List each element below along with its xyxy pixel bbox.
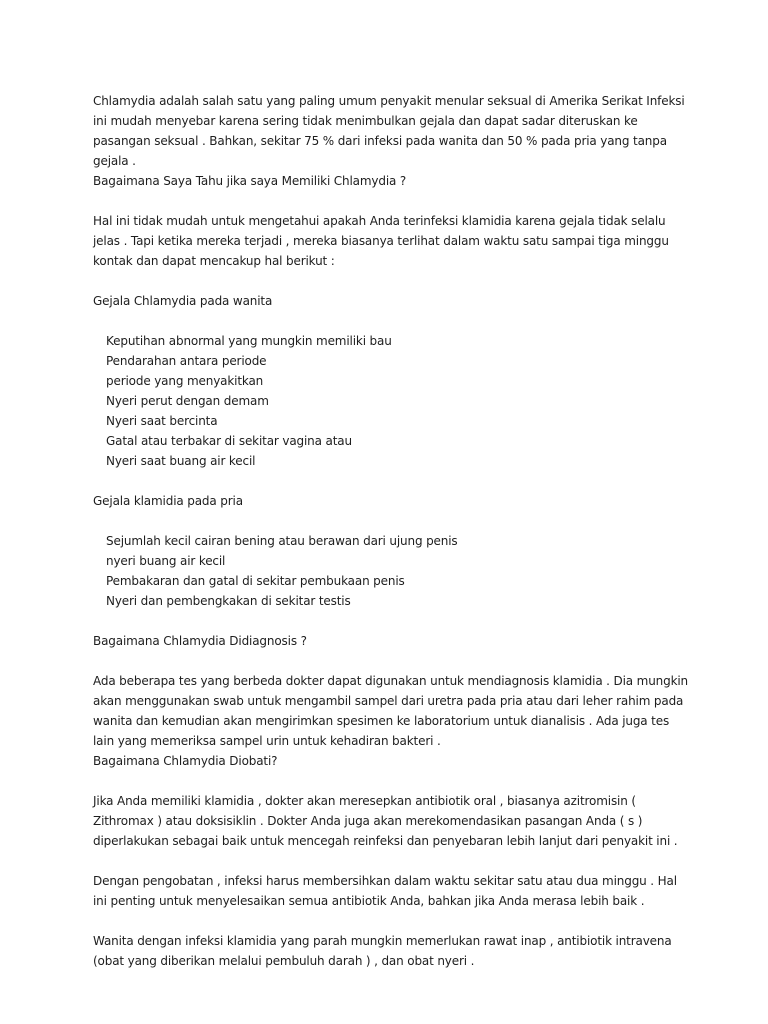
heading-women-symptoms: Gejala Chlamydia pada wanita — [93, 294, 273, 308]
heading-how-know: Bagaimana Saya Tahu jika saya Memiliki Chlamydia ? — [93, 174, 407, 188]
paragraph-treatment-line: Zithromax ) atau doksisiklin . Dokter Anda juga akan merekomendasikan pasangan Anda ( s ) — [93, 814, 643, 828]
men-symptom-item: Nyeri dan pembengkakan di sekitar testis — [106, 594, 351, 608]
paragraph-diagnosis-line: akan menggunakan swab untuk mengambil sampel dari uretra pada pria atau dari leher rahim pada — [93, 694, 684, 708]
heading-diagnosis: Bagaimana Chlamydia Didiagnosis ? — [93, 634, 307, 648]
women-symptom-item: Pendarahan antara periode — [106, 354, 267, 368]
men-symptom-item: Pembakaran dan gatal di sekitar pembukaan penis — [106, 574, 405, 588]
paragraph-intro-line: ini mudah menyebar karena sering tidak menimbulkan gejala dan dapat sadar diteruskan ke — [93, 114, 638, 128]
paragraph-symptoms-line: Hal ini tidak mudah untuk mengetahui apakah Anda terinfeksi klamidia karena gejala tidak selalu — [93, 214, 666, 228]
paragraph-severe-line: Wanita dengan infeksi klamidia yang parah mungkin memerlukan rawat inap , antibiotik intravena — [93, 934, 672, 948]
heading-men-symptoms: Gejala klamidia pada pria — [93, 494, 243, 508]
paragraph-severe-line: (obat yang diberikan melalui pembuluh darah ) , dan obat nyeri . — [93, 954, 475, 968]
paragraph-intro-line: gejala . — [93, 154, 136, 168]
paragraph-intro-line: Chlamydia adalah salah satu yang paling umum penyakit menular seksual di Amerika Serikat Infeksi — [93, 94, 685, 108]
paragraph-symptoms-line: jelas . Tapi ketika mereka terjadi , mereka biasanya terlihat dalam waktu satu sampai tiga minggu — [93, 234, 669, 248]
paragraph-healing-line: ini penting untuk menyelesaikan semua antibiotik Anda, bahkan jika Anda merasa lebih baik . — [93, 894, 645, 908]
paragraph-treatment-line: Jika Anda memiliki klamidia , dokter akan meresepkan antibiotik oral , biasanya azitromisin ( — [93, 794, 636, 808]
women-symptom-item: Nyeri perut dengan demam — [106, 394, 269, 408]
women-symptom-item: Nyeri saat buang air kecil — [106, 454, 256, 468]
paragraph-healing-line: Dengan pengobatan , infeksi harus membersihkan dalam waktu sekitar satu atau dua minggu . Hal — [93, 874, 677, 888]
men-symptom-item: Sejumlah kecil cairan bening atau berawan dari ujung penis — [106, 534, 458, 548]
women-symptom-item: Keputihan abnormal yang mungkin memiliki bau — [106, 334, 392, 348]
women-symptom-item: Nyeri saat bercinta — [106, 414, 218, 428]
paragraph-symptoms-line: kontak dan dapat mencakup hal berikut : — [93, 254, 335, 268]
paragraph-intro-line: pasangan seksual . Bahkan, sekitar 75 % dari infeksi pada wanita dan 50 % pada pria yang tanpa — [93, 134, 667, 148]
men-symptom-item: nyeri buang air kecil — [106, 554, 226, 568]
paragraph-treatment-line: diperlakukan sebagai baik untuk mencegah reinfeksi dan penyebaran lebih lanjut dari penyakit ini . — [93, 834, 678, 848]
heading-treatment: Bagaimana Chlamydia Diobati? — [93, 754, 278, 768]
paragraph-diagnosis-line: Ada beberapa tes yang berbeda dokter dapat digunakan untuk mendiagnosis klamidia . Dia mungkin — [93, 674, 689, 688]
women-symptom-item: Gatal atau terbakar di sekitar vagina atau — [106, 434, 352, 448]
paragraph-diagnosis-line: lain yang memeriksa sampel urin untuk kehadiran bakteri . — [93, 734, 441, 748]
women-symptom-item: periode yang menyakitkan — [106, 374, 264, 388]
paragraph-diagnosis-line: wanita dan kemudian akan mengirimkan spesimen ke laboratorium untuk dianalisis . Ada juga tes — [93, 714, 670, 728]
